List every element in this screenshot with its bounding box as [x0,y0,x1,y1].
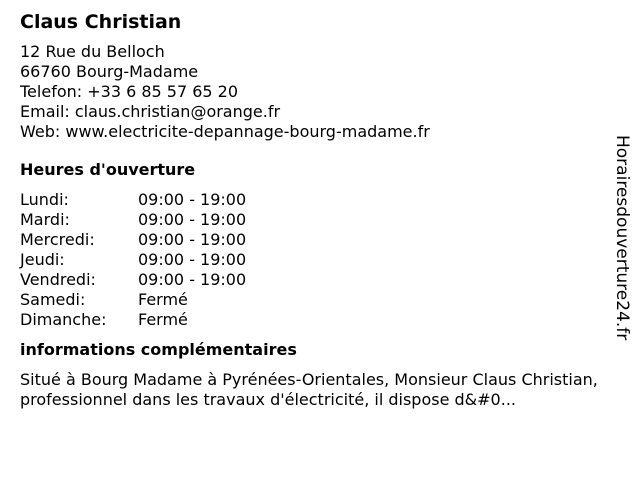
opening-hours-heading: Heures d'ouverture [20,160,196,179]
business-name: Claus Christian [20,11,182,33]
business-description: Situé à Bourg Madame à Pyrénées-Orientales, Monsieur Claus Christian, professionnel dans les travaux d'électricité, il dispose d&#0... [20,370,598,409]
email-line: Email: claus.christian@orange.fr [20,102,281,121]
hours-time-value: Fermé [138,290,188,309]
hours-row-friday [20,270,610,290]
hours-time-value: Fermé [138,310,188,329]
hours-day-label: Mardi: [20,210,70,229]
hours-row-saturday [20,290,610,310]
address-street: 12 Rue du Belloch [20,42,165,61]
hours-time-value: 09:00 - 19:00 [138,190,247,209]
hours-day-label: Vendredi: [20,270,96,289]
phone-line: Telefon: +33 6 85 57 65 20 [20,82,239,101]
address-city: 66760 Bourg-Madame [20,62,199,81]
hours-day-label: Dimanche: [20,310,107,329]
hours-time-value: 09:00 - 19:00 [138,230,247,249]
opening-hours-table [20,190,610,330]
additional-info-heading: informations complémentaires [20,340,297,359]
business-card [20,10,610,410]
hours-row-monday [20,190,610,210]
hours-day-label: Jeudi: [20,250,65,269]
hours-day-label: Samedi: [20,290,86,309]
hours-time-value: 09:00 - 19:00 [138,250,247,269]
hours-day-label: Mercredi: [20,230,95,249]
site-watermark: Horairesdouverture24.fr [612,135,632,341]
hours-row-thursday [20,250,610,270]
contact-block [20,42,610,142]
web-line: Web: www.electricite-depannage-bourg-madame.fr [20,122,430,141]
hours-row-sunday [20,310,610,330]
hours-day-label: Lundi: [20,190,69,209]
hours-time-value: 09:00 - 19:00 [138,270,247,289]
hours-row-tuesday [20,210,610,230]
hours-row-wednesday [20,230,610,250]
hours-time-value: 09:00 - 19:00 [138,210,247,229]
